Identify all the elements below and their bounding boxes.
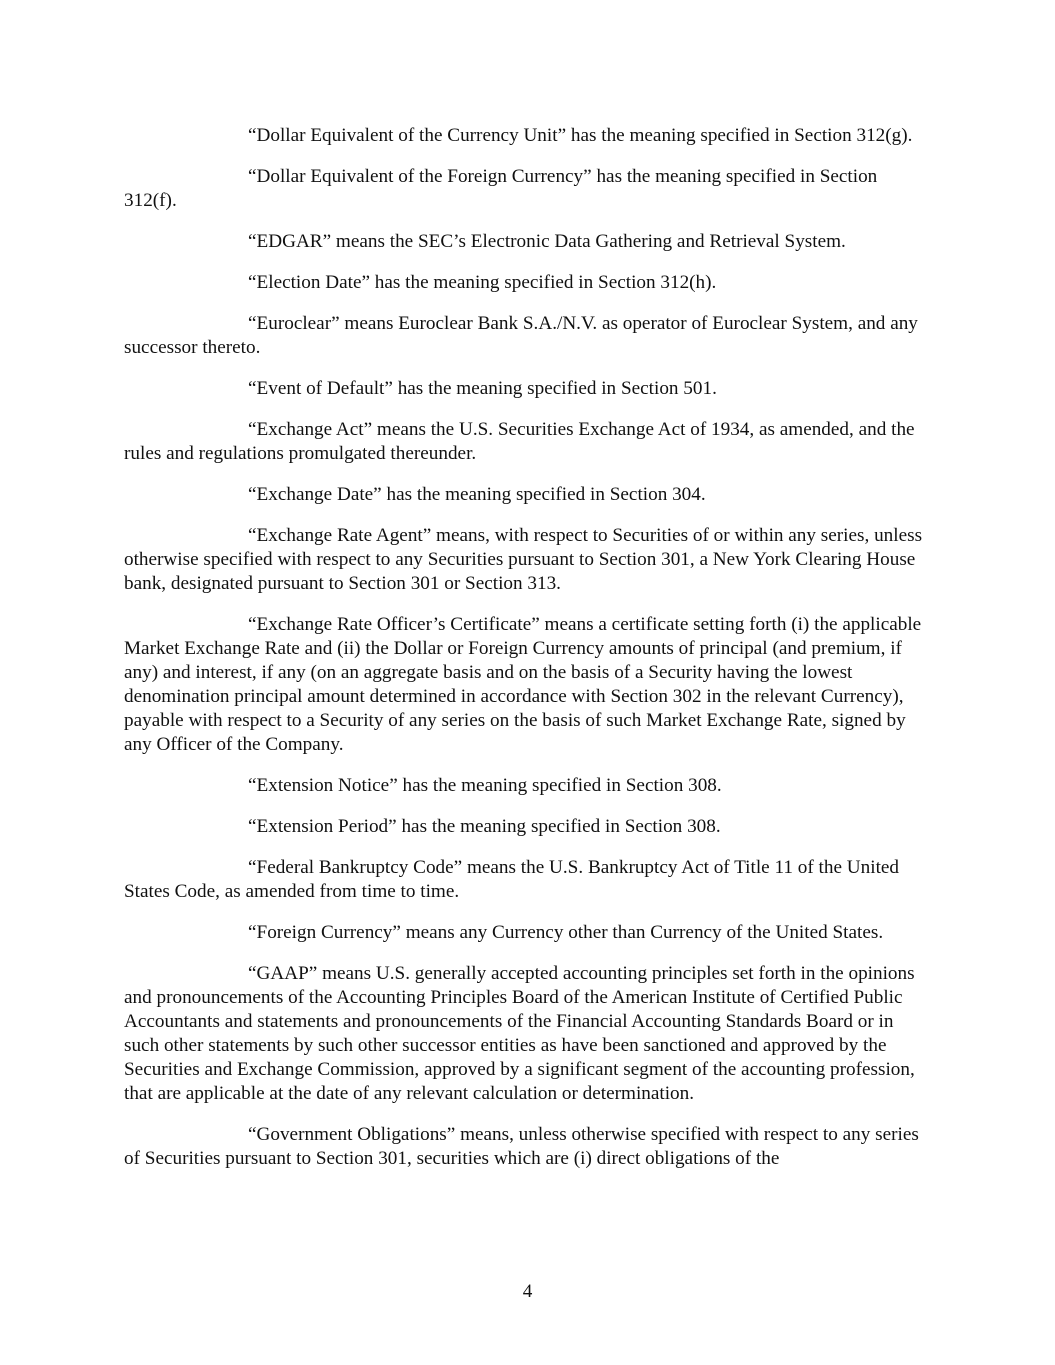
page-number: 4 bbox=[522, 1281, 533, 1302]
definition-extension-period: “Extension Period” has the meaning specified in Section 308. bbox=[248, 816, 721, 837]
definition-exchange-act: “Exchange Act” means the U.S. Securities Exchange Act of 1934, as amended, and the rules and regulations promulgated thereunder. bbox=[124, 419, 915, 464]
definition-exchange-date: “Exchange Date” has the meaning specified in Section 304. bbox=[248, 484, 706, 505]
definition-election-date: “Election Date” has the meaning specified in Section 312(h). bbox=[248, 272, 717, 293]
definition-exchange-rate-officers-certificate: “Exchange Rate Officer’s Certificate” means a certificate setting forth (i) the applicable Market Exchange Rate and (ii) the Dollar or Foreign Currency amounts of principal (and premium, if any) and interest, if any (on an aggregate basis and on the basis of a Security having the lowest denomination principal amount determined in accordance with Section 302 in the relevant Currency), payable with respect to a Security of any series on the basis of such Market Exchange Rate, signed by any Officer of the Company. bbox=[124, 614, 922, 755]
definition-dollar-equivalent-foreign-currency: “Dollar Equivalent of the Foreign Currency” has the meaning specified in Section 312(f). bbox=[124, 166, 878, 211]
definition-gaap: “GAAP” means U.S. generally accepted accounting principles set forth in the opinions and pronouncements of the Accounting Principles Board of the American Institute of Certified Public Accountants and statements and pronouncements of the Financial Accounting Standards Board or in such other statements by such other successor entities as have been sanctioned and approved by the Securities and Exchange Commission, approved by a significant segment of the accounting profession, that are applicable at the date of any relevant calculation or determination. bbox=[124, 963, 915, 1104]
definition-dollar-equivalent-currency-unit: “Dollar Equivalent of the Currency Unit” has the meaning specified in Section 312(g). bbox=[248, 125, 913, 146]
definition-federal-bankruptcy-code: “Federal Bankruptcy Code” means the U.S. Bankruptcy Act of Title 11 of the United States Code, as amended from time to time. bbox=[124, 857, 900, 902]
definition-event-of-default: “Event of Default” has the meaning specified in Section 501. bbox=[248, 378, 717, 399]
definition-foreign-currency: “Foreign Currency” means any Currency other than Currency of the United States. bbox=[248, 922, 884, 943]
definition-exchange-rate-agent: “Exchange Rate Agent” means, with respect to Securities of or within any series, unless otherwise specified with respect to any Securities pursuant to Section 301, a New York Clearing House bank, designated pursuant to Section 301 or Section 313. bbox=[124, 525, 923, 594]
definition-edgar: “EDGAR” means the SEC’s Electronic Data Gathering and Retrieval System. bbox=[248, 231, 846, 252]
document-body bbox=[124, 124, 930, 1188]
definition-government-obligations: “Government Obligations” means, unless otherwise specified with respect to any series of Securities pursuant to Section 301, securities which are (i) direct obligations of the bbox=[124, 1124, 919, 1169]
definition-extension-notice: “Extension Notice” has the meaning specified in Section 308. bbox=[248, 775, 722, 796]
definition-euroclear: “Euroclear” means Euroclear Bank S.A./N.V. as operator of Euroclear System, and any successor thereto. bbox=[124, 313, 918, 358]
